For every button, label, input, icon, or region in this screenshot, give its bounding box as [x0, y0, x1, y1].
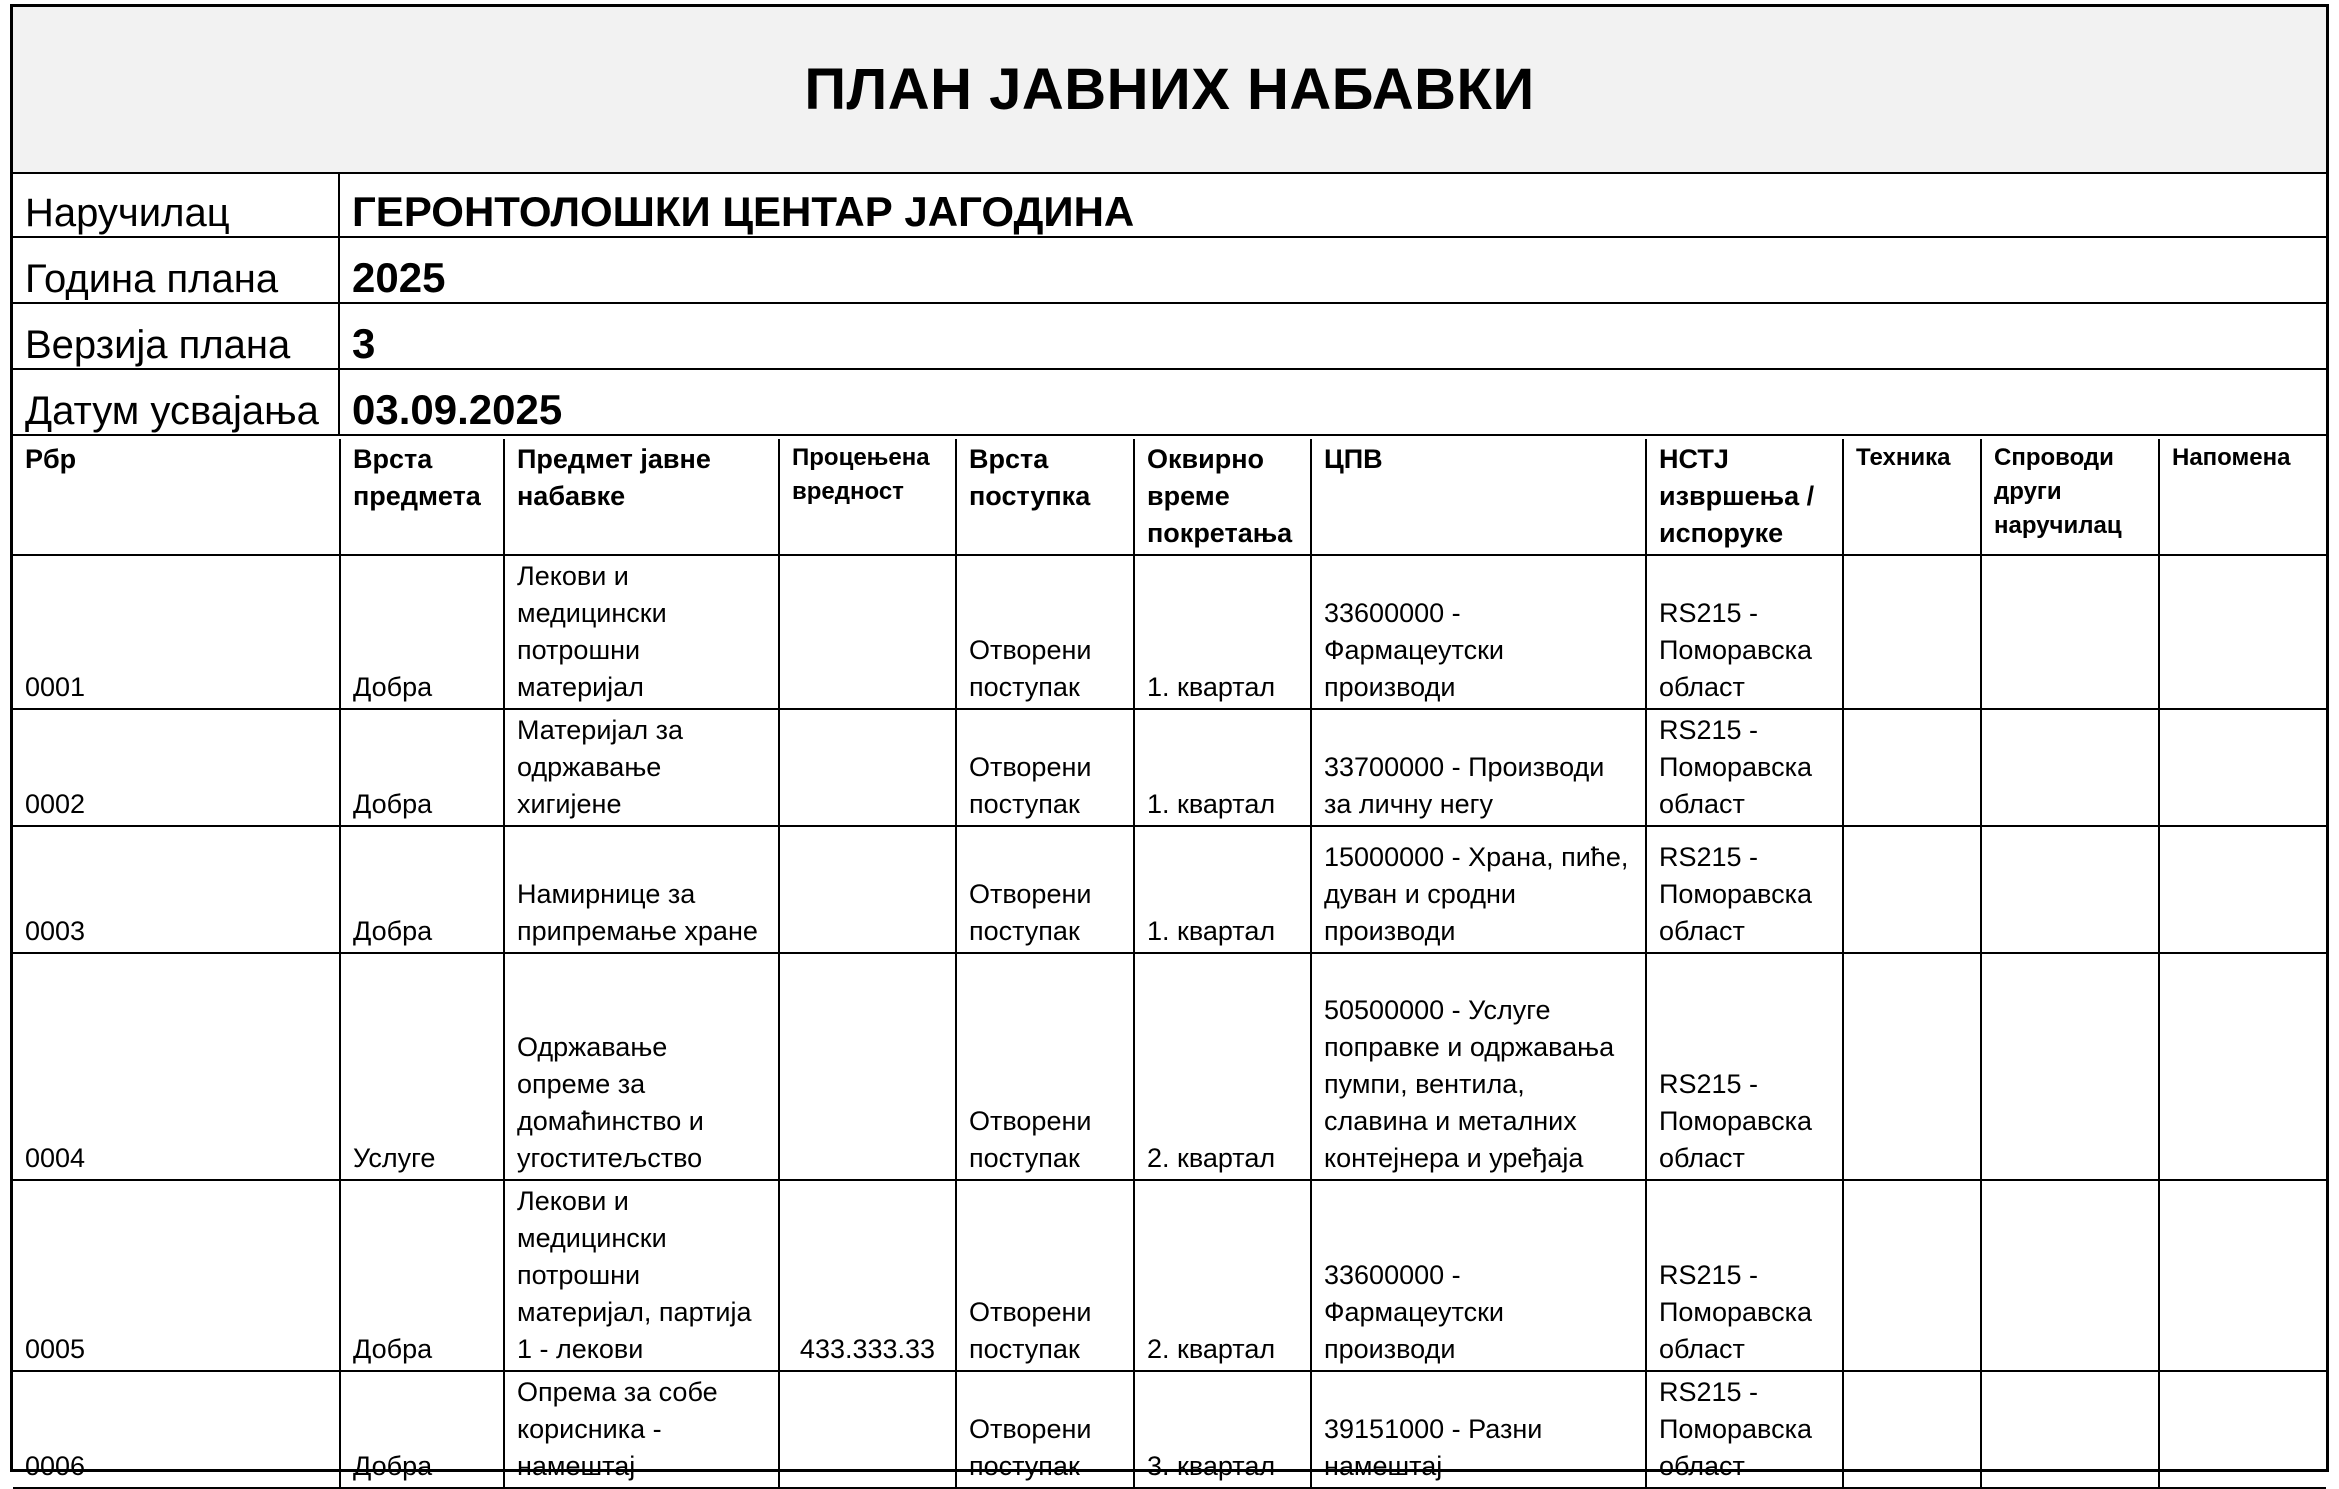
ordinal-cell: 0002 — [13, 709, 340, 826]
ordinal-cell: 0005 — [13, 1180, 340, 1371]
technique-cell — [1843, 826, 1981, 953]
procedure-type-cell: Отворени поступак — [956, 826, 1134, 953]
nuts-cell: RS215 - Поморавска област — [1646, 555, 1843, 709]
procurement-plan-sheet — [10, 4, 2329, 1481]
other-authority-cell — [1981, 1180, 2159, 1371]
technique-cell — [1843, 1180, 1981, 1371]
table-body — [13, 555, 2326, 1488]
cpv-cell: 15000000 - Храна, пиће, дуван и сродни производи — [1311, 826, 1646, 953]
meta-label: Наручилац — [13, 172, 339, 237]
subject-type-cell: Добра — [340, 555, 504, 709]
col-cpv-header: ЦПВ — [1311, 439, 1646, 555]
col-note-header: Напомена — [2159, 439, 2326, 555]
note-cell — [2159, 953, 2326, 1180]
subject-type-cell: Услуге — [340, 953, 504, 1180]
subject-cell: Намирнице за припремање хране — [504, 826, 779, 953]
procedure-type-cell: Отворени поступак — [956, 1371, 1134, 1488]
subject-type-cell: Добра — [340, 1371, 504, 1488]
technique-cell — [1843, 1371, 1981, 1488]
launch-time-cell: 2. квартал — [1134, 1180, 1311, 1371]
ordinal-cell: 0003 — [13, 826, 340, 953]
subject-type-cell: Добра — [340, 1180, 504, 1371]
table-row — [13, 826, 2326, 953]
other-authority-cell — [1981, 555, 2159, 709]
other-authority-cell — [1981, 709, 2159, 826]
subject-cell: Материјал за одржавање хигијене — [504, 709, 779, 826]
meta-value: 3 — [339, 303, 2326, 369]
nuts-cell: RS215 - Поморавска област — [1646, 826, 1843, 953]
ordinal-cell: 0006 — [13, 1371, 340, 1488]
nuts-cell: RS215 - Поморавска област — [1646, 1180, 1843, 1371]
meta-row-plan-year — [13, 237, 2326, 303]
col-ordinal-header: Рбр — [13, 439, 340, 555]
estimated-value-cell — [779, 953, 956, 1180]
title-band — [13, 7, 2326, 174]
note-cell — [2159, 826, 2326, 953]
nuts-cell: RS215 - Поморавска област — [1646, 709, 1843, 826]
col-procedure-type-header: Врста поступка — [956, 439, 1134, 555]
table-header-row — [13, 439, 2326, 555]
col-subject-header: Предмет јавне набавке — [504, 439, 779, 555]
launch-time-cell: 3. квартал — [1134, 1371, 1311, 1488]
subject-cell: Опрема за собе корисника - намештај — [504, 1371, 779, 1488]
col-estimated-value-header: Процењена вредност — [779, 439, 956, 555]
estimated-value-cell — [779, 555, 956, 709]
ordinal-cell: 0004 — [13, 953, 340, 1180]
meta-value: ГЕРОНТОЛОШКИ ЦЕНТАР ЈАГОДИНА — [339, 172, 2326, 237]
cpv-cell: 33600000 - Фармацеутски производи — [1311, 555, 1646, 709]
table-row — [13, 555, 2326, 709]
subject-type-cell: Добра — [340, 826, 504, 953]
meta-value: 2025 — [339, 237, 2326, 303]
note-cell — [2159, 1371, 2326, 1488]
technique-cell — [1843, 555, 1981, 709]
meta-row-adoption-date — [13, 369, 2326, 435]
estimated-value-cell — [779, 1371, 956, 1488]
procedure-type-cell: Отворени поступак — [956, 555, 1134, 709]
launch-time-cell: 2. квартал — [1134, 953, 1311, 1180]
ordinal-cell: 0001 — [13, 555, 340, 709]
plan-meta-table — [13, 172, 2326, 436]
subject-cell: Лекови и медицински потрошни материјал, партија 1 - лекови — [504, 1180, 779, 1371]
cpv-cell: 33600000 - Фармацеутски производи — [1311, 1180, 1646, 1371]
col-subject-type-header: Врста предмета — [340, 439, 504, 555]
col-nuts-header: НСТЈ извршења / испоруке — [1646, 439, 1843, 555]
other-authority-cell — [1981, 826, 2159, 953]
meta-label: Датум усвајања — [13, 369, 339, 435]
launch-time-cell: 1. квартал — [1134, 826, 1311, 953]
note-cell — [2159, 555, 2326, 709]
col-launch-time-header: Оквирно време покретања — [1134, 439, 1311, 555]
page-title: ПЛАН ЈАВНИХ НАБАВКИ — [804, 57, 1535, 122]
other-authority-cell — [1981, 1371, 2159, 1488]
technique-cell — [1843, 709, 1981, 826]
meta-row-plan-version — [13, 303, 2326, 369]
procedure-type-cell: Отворени поступак — [956, 953, 1134, 1180]
cpv-cell: 33700000 - Производи за личну негу — [1311, 709, 1646, 826]
meta-row-contracting-authority — [13, 172, 2326, 237]
nuts-cell: RS215 - Поморавска област — [1646, 1371, 1843, 1488]
procedure-type-cell: Отворени поступак — [956, 1180, 1134, 1371]
col-technique-header: Техника — [1843, 439, 1981, 555]
subject-type-cell: Добра — [340, 709, 504, 826]
procurement-table — [13, 439, 2326, 1489]
table-row — [13, 709, 2326, 826]
cpv-cell: 50500000 - Услуге поправке и одржавања пумпи, вентила, славина и металних контејнера и уређаја — [1311, 953, 1646, 1180]
estimated-value-cell — [779, 709, 956, 826]
cpv-cell: 39151000 - Разни намештај — [1311, 1371, 1646, 1488]
technique-cell — [1843, 953, 1981, 1180]
meta-label: Година плана — [13, 237, 339, 303]
subject-cell: Лекови и медицински потрошни материјал — [504, 555, 779, 709]
table-row — [13, 1180, 2326, 1371]
table-row — [13, 953, 2326, 1180]
launch-time-cell: 1. квартал — [1134, 555, 1311, 709]
nuts-cell: RS215 - Поморавска област — [1646, 953, 1843, 1180]
meta-value: 03.09.2025 — [339, 369, 2326, 435]
launch-time-cell: 1. квартал — [1134, 709, 1311, 826]
estimated-value-cell: 433.333.33 — [779, 1180, 956, 1371]
other-authority-cell — [1981, 953, 2159, 1180]
note-cell — [2159, 709, 2326, 826]
meta-label: Верзија плана — [13, 303, 339, 369]
subject-cell: Одржавање опреме за домаћинство и угоститељство — [504, 953, 779, 1180]
estimated-value-cell — [779, 826, 956, 953]
procedure-type-cell: Отворени поступак — [956, 709, 1134, 826]
col-other-authority-header: Спроводи други наручилац — [1981, 439, 2159, 555]
table-row — [13, 1371, 2326, 1488]
note-cell — [2159, 1180, 2326, 1371]
